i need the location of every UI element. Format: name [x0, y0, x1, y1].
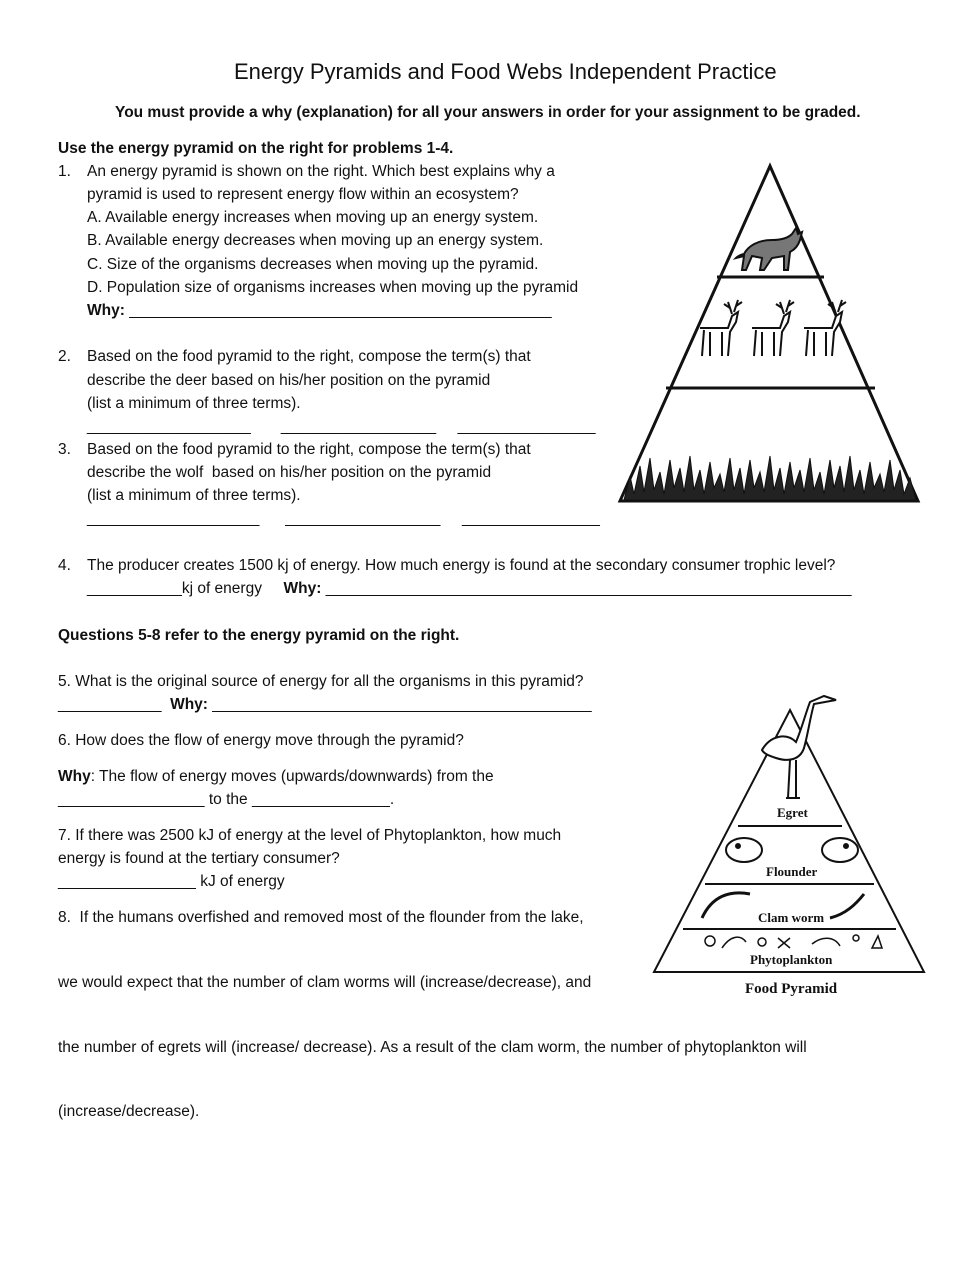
q4-number: 4. — [58, 557, 71, 574]
q6-line3[interactable]: _________________ to the ________________. — [58, 791, 395, 808]
q5-answer-blank[interactable]: ____________ — [58, 696, 162, 713]
deer-figure-3 — [804, 300, 846, 356]
q4-why-label: Why: — [283, 580, 322, 597]
pyramid-2-caption: Food Pyramid — [745, 981, 838, 997]
q8-line1: 8. If the humans overfished and removed most of the flounder from the lake, — [58, 909, 584, 926]
q4-answer-blank[interactable]: ___________kj of energy — [87, 580, 262, 597]
q6-why-label: Why — [58, 768, 91, 785]
q1-option-a: A. Available energy increases when moving up an energy system. — [87, 209, 539, 226]
grass-figure — [624, 456, 916, 500]
q8-line3: the number of egrets will (increase/ decrease). As a result of the clam worm, the number of phytoplankton will — [58, 1039, 807, 1056]
q1-line2: pyramid is used to represent energy flow within an ecosystem? — [87, 186, 519, 203]
q1-option-c: C. Size of the organisms decreases when moving up the pyramid. — [87, 256, 539, 273]
q3-number: 3. — [58, 441, 71, 458]
food-pyramid-2 — [650, 686, 930, 1001]
q6-why-row — [58, 765, 494, 788]
q1-why-row — [87, 299, 552, 322]
section2-heading: Questions 5-8 refer to the energy pyramid on the right. — [58, 627, 460, 644]
pyramid-2-label-egret: Egret — [777, 805, 808, 820]
q2-answer-blanks[interactable]: ___________________ __________________ ________________ — [87, 418, 596, 435]
q1-line1: An energy pyramid is shown on the right. Which best explains why a — [87, 163, 555, 180]
q1-why-label: Why: — [87, 302, 125, 319]
q7-line2: energy is found at the tertiary consumer? — [58, 850, 340, 867]
page-title: Energy Pyramids and Food Webs Independent Practice — [234, 59, 777, 84]
q3-line2: describe the wolf based on his/her position on the pyramid — [87, 464, 492, 481]
q1-option-b: B. Available energy decreases when moving up an energy system. — [87, 232, 544, 249]
q4-line1: The producer creates 1500 kj of energy. How much energy is found at the secondary consumer trophic level? — [87, 557, 836, 574]
q5-why-blank[interactable]: ____________________________________________ — [207, 696, 592, 713]
q3-line3: (list a minimum of three terms). — [87, 487, 301, 504]
q2-line1: Based on the food pyramid to the right, compose the term(s) that — [87, 348, 531, 365]
q6-line1: 6. How does the flow of energy move through the pyramid? — [58, 732, 464, 749]
deer-figure-2 — [752, 300, 794, 356]
q2-line2: describe the deer based on his/her position on the pyramid — [87, 372, 491, 389]
q8-line4: (increase/decrease). — [58, 1103, 200, 1120]
phytoplankton-figures — [705, 935, 882, 948]
q5-line1: 5. What is the original source of energy for all the organisms in this pyramid? — [58, 673, 584, 690]
q1-number: 1. — [58, 163, 71, 180]
q5-why-label: Why: — [170, 696, 208, 713]
deer-figures — [700, 300, 846, 356]
page-subtitle: You must provide a why (explanation) for all your answers in order for your assignment to be graded. — [115, 104, 861, 121]
q7-line1: 7. If there was 2500 kJ of energy at the level of Phytoplankton, how much — [58, 827, 562, 844]
q1-option-d: D. Population size of organisms increases when moving up the pyramid — [87, 279, 579, 296]
flounder-figures — [726, 838, 858, 862]
pyramid-2-label-phytoplankton: Phytoplankton — [750, 952, 833, 967]
pyramid-2-label-flounder: Flounder — [766, 864, 818, 879]
q7-line3[interactable]: ________________ kJ of energy — [58, 873, 285, 890]
energy-pyramid-1 — [612, 158, 928, 510]
q5-answer-row — [58, 693, 592, 716]
q6-why-text: : The flow of energy moves (upwards/downwards) from the — [90, 768, 494, 785]
section1-heading: Use the energy pyramid on the right for problems 1-4. — [58, 140, 454, 157]
q4-why-blank[interactable]: _____________________________________________________________ — [321, 580, 852, 597]
q8-line2: we would expect that the number of clam worms will (increase/decrease), and — [58, 974, 592, 991]
pyramid-2-label-clam-worm: Clam worm — [758, 910, 825, 925]
q3-line1: Based on the food pyramid to the right, compose the term(s) that — [87, 441, 531, 458]
q2-number: 2. — [58, 348, 71, 365]
q2-line3: (list a minimum of three terms). — [87, 395, 301, 412]
q3-answer-blanks[interactable]: ____________________ __________________ ________________ — [87, 510, 600, 527]
q4-answer-row — [87, 577, 852, 600]
egret-figure — [762, 696, 836, 798]
q1-why-blank[interactable]: _________________________________________________ — [124, 302, 552, 319]
wolf-figure — [736, 228, 802, 270]
